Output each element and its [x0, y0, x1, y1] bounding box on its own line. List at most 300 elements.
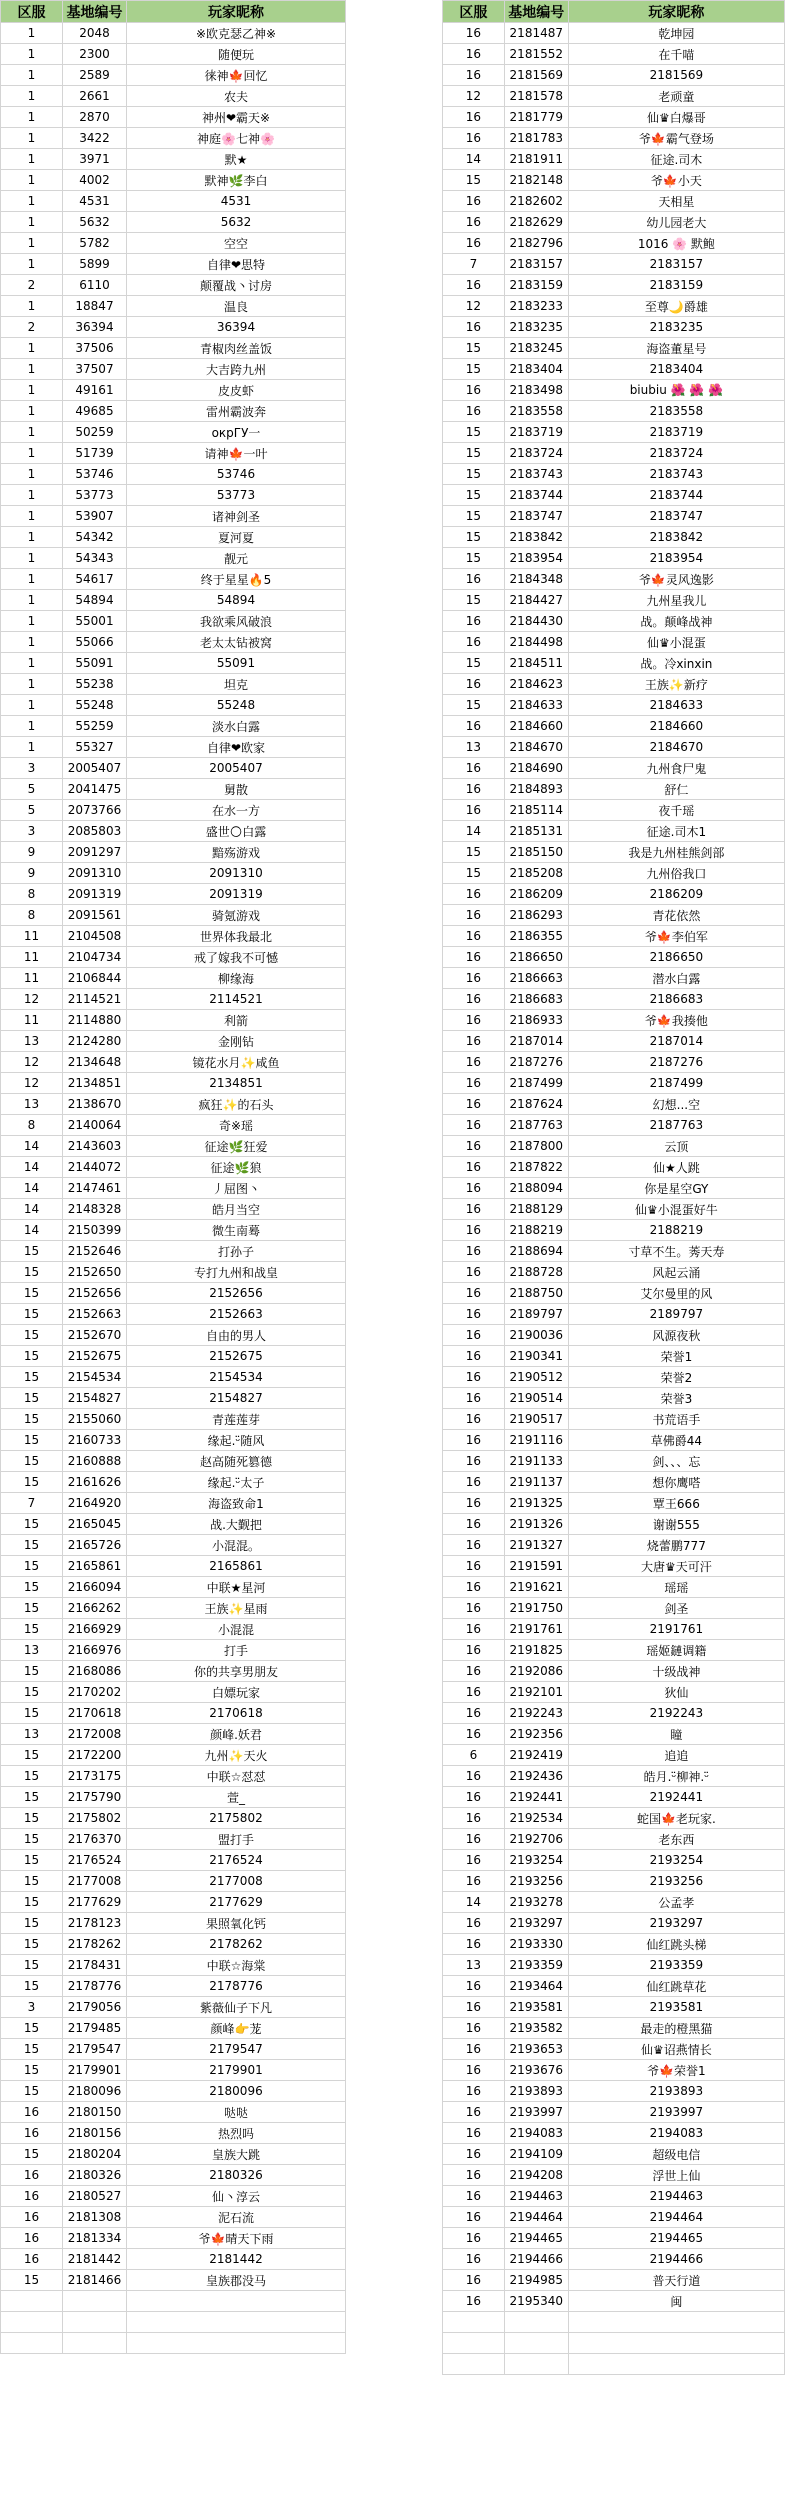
cell-base-id: 2182629 [504, 212, 568, 233]
table-row [1, 863, 346, 884]
cell-base-id: 2187822 [504, 1157, 568, 1178]
table-row [443, 989, 785, 1010]
cell-nickname: 2191761 [568, 1619, 784, 1640]
cell-nickname: 青椒肉丝盖饭 [127, 338, 346, 359]
cell-nickname: 艾尔曼里的风 [568, 1283, 784, 1304]
table-row [443, 590, 785, 611]
table-row [1, 1850, 346, 1871]
cell-server: 1 [1, 527, 63, 548]
cell-nickname: 九州✨天火 [127, 1745, 346, 1766]
cell-server: 11 [1, 1010, 63, 1031]
cell-base-id: 2181308 [63, 2207, 127, 2228]
cell-server: 12 [443, 86, 505, 107]
cell-base-id: 2148328 [63, 1199, 127, 1220]
cell-nickname: 默神🌿李白 [127, 170, 346, 191]
cell-server: 15 [1, 1346, 63, 1367]
table-row [1, 170, 346, 191]
cell-nickname: 在水一方 [127, 800, 346, 821]
cell-server: 1 [1, 149, 63, 170]
empty-cell [127, 2291, 346, 2312]
cell-server: 15 [443, 527, 505, 548]
cell-base-id: 2193464 [504, 1976, 568, 1997]
cell-base-id: 2104508 [63, 926, 127, 947]
cell-base-id: 2183558 [504, 401, 568, 422]
table-row [443, 1913, 785, 1934]
cell-base-id: 2155060 [63, 1409, 127, 1430]
cell-nickname: 自由的男人 [127, 1325, 346, 1346]
cell-nickname: 大吉跨九州 [127, 359, 346, 380]
cell-base-id: 2193278 [504, 1892, 568, 1913]
cell-base-id: 2193359 [504, 1955, 568, 1976]
cell-server: 3 [1, 1997, 63, 2018]
cell-nickname: 2194463 [568, 2186, 784, 2207]
table-row [1, 86, 346, 107]
cell-server: 15 [443, 485, 505, 506]
cell-server: 15 [443, 653, 505, 674]
table-row [1, 380, 346, 401]
cell-nickname: 征途🌿狂爱 [127, 1136, 346, 1157]
cell-server: 15 [443, 464, 505, 485]
cell-nickname: 青莲莲芽 [127, 1409, 346, 1430]
cell-base-id: 55091 [63, 653, 127, 674]
cell-nickname: 2188219 [568, 1220, 784, 1241]
cell-nickname: 大唐♛天可汗 [568, 1556, 784, 1577]
cell-nickname: 2175802 [127, 1808, 346, 1829]
cell-nickname: 想你鹰嗒 [568, 1472, 784, 1493]
cell-server: 15 [1, 1388, 63, 1409]
table-row [1, 1115, 346, 1136]
cell-server: 16 [1, 2165, 63, 2186]
cell-server: 16 [443, 1283, 505, 1304]
cell-nickname: 赵高随死篡德 [127, 1451, 346, 1472]
table-row [1, 1682, 346, 1703]
cell-base-id: 2191621 [504, 1577, 568, 1598]
cell-base-id: 2183245 [504, 338, 568, 359]
cell-nickname: 2152663 [127, 1304, 346, 1325]
table-row [1, 1640, 346, 1661]
header-row [443, 1, 785, 23]
table-row [1, 317, 346, 338]
cell-server: 8 [1, 905, 63, 926]
table-row [443, 611, 785, 632]
table-row [1, 1010, 346, 1031]
cell-nickname: 你是星空GY [568, 1178, 784, 1199]
table-row [1, 2060, 346, 2081]
cell-server: 14 [1, 1220, 63, 1241]
cell-server: 16 [443, 1808, 505, 1829]
cell-nickname: 超级电信 [568, 2144, 784, 2165]
cell-base-id: 3422 [63, 128, 127, 149]
cell-base-id: 2172008 [63, 1724, 127, 1745]
cell-nickname: 寸草不生。莠天寿 [568, 1241, 784, 1262]
table-row [443, 1514, 785, 1535]
table-row [443, 1829, 785, 1850]
cell-base-id: 53746 [63, 464, 127, 485]
table-row [443, 1073, 785, 1094]
cell-base-id: 2188728 [504, 1262, 568, 1283]
cell-nickname: 终于星星🔥5 [127, 569, 346, 590]
cell-nickname: 2180326 [127, 2165, 346, 2186]
cell-base-id: 2170618 [63, 1703, 127, 1724]
cell-server: 15 [1, 1514, 63, 1535]
cell-nickname: 缘起.ᵕ̈太子 [127, 1472, 346, 1493]
cell-base-id: 37506 [63, 338, 127, 359]
cell-nickname: 风源夜秋 [568, 1325, 784, 1346]
cell-server: 15 [1, 1283, 63, 1304]
table-row [443, 422, 785, 443]
cell-nickname: 仙♛诏燕情长 [568, 2039, 784, 2060]
cell-server: 13 [1, 1031, 63, 1052]
cell-nickname: 2176524 [127, 1850, 346, 1871]
cell-server: 8 [1, 884, 63, 905]
table-row [1, 1808, 346, 1829]
cell-nickname: 仙红跳头梯 [568, 1934, 784, 1955]
table-row [1, 443, 346, 464]
cell-base-id: 2182796 [504, 233, 568, 254]
table-row [443, 1220, 785, 1241]
cell-base-id: 2041475 [63, 779, 127, 800]
cell-server: 15 [1, 1367, 63, 1388]
empty-cell [127, 2333, 346, 2354]
table-row [1, 1451, 346, 1472]
cell-server: 16 [443, 212, 505, 233]
table-row [1, 1220, 346, 1241]
cell-server: 16 [443, 1220, 505, 1241]
cell-base-id: 2186933 [504, 1010, 568, 1031]
cell-server: 16 [1, 2207, 63, 2228]
cell-base-id: 2170202 [63, 1682, 127, 1703]
cell-nickname: 我是九州桂熊剑部 [568, 842, 784, 863]
cell-server: 16 [443, 401, 505, 422]
cell-base-id: 2183743 [504, 464, 568, 485]
cell-nickname: 金刚钻 [127, 1031, 346, 1052]
cell-base-id: 2184427 [504, 590, 568, 611]
cell-nickname: 2183719 [568, 422, 784, 443]
table-row [443, 317, 785, 338]
cell-nickname: 4531 [127, 191, 346, 212]
cell-server: 13 [1, 1094, 63, 1115]
cell-server: 15 [443, 359, 505, 380]
cell-server: 16 [443, 2207, 505, 2228]
cell-base-id: 2193893 [504, 2081, 568, 2102]
empty-row [443, 2312, 785, 2333]
cell-base-id: 2193582 [504, 2018, 568, 2039]
cell-server: 16 [443, 1787, 505, 1808]
cell-base-id: 5782 [63, 233, 127, 254]
cell-base-id: 2185131 [504, 821, 568, 842]
table-row [443, 2291, 785, 2312]
table-row [443, 1577, 785, 1598]
cell-server: 6 [443, 1745, 505, 1766]
cell-nickname: 爷🍁晴天下雨 [127, 2228, 346, 2249]
cell-server: 2 [1, 317, 63, 338]
cell-server: 16 [443, 968, 505, 989]
cell-nickname: 2183404 [568, 359, 784, 380]
cell-base-id: 2183954 [504, 548, 568, 569]
cell-base-id: 2186293 [504, 905, 568, 926]
cell-server: 8 [1, 1115, 63, 1136]
cell-nickname: 2170618 [127, 1703, 346, 1724]
cell-server: 12 [443, 296, 505, 317]
cell-nickname: 2181442 [127, 2249, 346, 2270]
table-row [443, 695, 785, 716]
cell-base-id: 54894 [63, 590, 127, 611]
cell-base-id: 2091319 [63, 884, 127, 905]
cell-base-id: 54342 [63, 527, 127, 548]
cell-base-id: 2143603 [63, 1136, 127, 1157]
table-row [443, 800, 785, 821]
cell-base-id: 2194463 [504, 2186, 568, 2207]
cell-nickname: 爷🍁霸气登场 [568, 128, 784, 149]
cell-base-id: 2179547 [63, 2039, 127, 2060]
table-row [443, 1703, 785, 1724]
table-row [1, 1325, 346, 1346]
cell-server: 16 [443, 1934, 505, 1955]
cell-nickname: 瑶瑶 [568, 1577, 784, 1598]
cell-nickname: 九州食尸鬼 [568, 758, 784, 779]
cell-nickname: 自律❤欧家 [127, 737, 346, 758]
cell-base-id: 2190517 [504, 1409, 568, 1430]
table-row [1, 1430, 346, 1451]
cell-server: 16 [443, 1598, 505, 1619]
cell-base-id: 2178123 [63, 1913, 127, 1934]
table-row [443, 842, 785, 863]
cell-nickname: 小混混 [127, 1619, 346, 1640]
cell-base-id: 2154827 [63, 1388, 127, 1409]
cell-base-id: 2176370 [63, 1829, 127, 1850]
cell-nickname: 54894 [127, 590, 346, 611]
table-row [443, 1619, 785, 1640]
cell-server: 16 [443, 2060, 505, 2081]
cell-base-id: 4531 [63, 191, 127, 212]
cell-server: 16 [443, 2249, 505, 2270]
cell-nickname: 瞳 [568, 1724, 784, 1745]
cell-server: 16 [443, 2018, 505, 2039]
cell-nickname: 幼儿园老大 [568, 212, 784, 233]
cell-server: 1 [1, 191, 63, 212]
table-row [443, 1304, 785, 1325]
table-row [1, 23, 346, 44]
table-row [1, 1241, 346, 1262]
cell-base-id: 2124280 [63, 1031, 127, 1052]
cell-server: 16 [1, 2186, 63, 2207]
cell-server: 15 [443, 590, 505, 611]
cell-base-id: 53773 [63, 485, 127, 506]
cell-server: 3 [1, 758, 63, 779]
table-row [443, 191, 785, 212]
table-row [443, 296, 785, 317]
table-row [1, 1052, 346, 1073]
cell-nickname: 自律❤思特 [127, 254, 346, 275]
cell-server: 15 [1, 1577, 63, 1598]
cell-nickname: 公孟孝 [568, 1892, 784, 1913]
table-row [443, 2060, 785, 2081]
header-nickname: 玩家昵称 [568, 1, 784, 23]
cell-nickname: 2179547 [127, 2039, 346, 2060]
cell-nickname: 剑圣 [568, 1598, 784, 1619]
cell-nickname: 我欲乘风破浪 [127, 611, 346, 632]
cell-server: 16 [443, 65, 505, 86]
cell-base-id: 2161626 [63, 1472, 127, 1493]
cell-nickname: 2193254 [568, 1850, 784, 1871]
cell-base-id: 2114880 [63, 1010, 127, 1031]
table-row [1, 1871, 346, 1892]
cell-server: 1 [1, 569, 63, 590]
table-row [443, 107, 785, 128]
cell-nickname: 2183724 [568, 443, 784, 464]
table-row [1, 1913, 346, 1934]
table-row [1, 1283, 346, 1304]
cell-nickname: 征途.司木1 [568, 821, 784, 842]
table-row [1, 107, 346, 128]
cell-nickname: 海盗致命1 [127, 1493, 346, 1514]
cell-nickname: 颜峰👉茏 [127, 2018, 346, 2039]
cell-nickname: 2192441 [568, 1787, 784, 1808]
cell-nickname: 53746 [127, 464, 346, 485]
cell-server: 15 [1, 1556, 63, 1577]
player-table-left [0, 0, 346, 2354]
cell-server: 1 [1, 107, 63, 128]
table-row [443, 926, 785, 947]
cell-base-id: 2192436 [504, 1766, 568, 1787]
cell-base-id: 2193330 [504, 1934, 568, 1955]
table-row [1, 233, 346, 254]
cell-base-id: 55248 [63, 695, 127, 716]
table-row [1, 2123, 346, 2144]
cell-base-id: 2181334 [63, 2228, 127, 2249]
cell-nickname: 2183558 [568, 401, 784, 422]
cell-server: 1 [1, 128, 63, 149]
cell-base-id: 2182602 [504, 191, 568, 212]
cell-server: 16 [443, 1157, 505, 1178]
cell-nickname: 2189797 [568, 1304, 784, 1325]
cell-base-id: 2661 [63, 86, 127, 107]
table-row [443, 359, 785, 380]
cell-server: 16 [443, 632, 505, 653]
table-row [443, 2081, 785, 2102]
table-row [1, 296, 346, 317]
cell-server: 15 [443, 506, 505, 527]
cell-nickname: 老东西 [568, 1829, 784, 1850]
cell-nickname: 世界体我最北 [127, 926, 346, 947]
cell-server: 1 [1, 254, 63, 275]
cell-base-id: 2181552 [504, 44, 568, 65]
header-row [1, 1, 346, 23]
cell-nickname: 2186209 [568, 884, 784, 905]
table-row [443, 1115, 785, 1136]
cell-nickname: 2183235 [568, 317, 784, 338]
cell-base-id: 2180150 [63, 2102, 127, 2123]
cell-base-id: 2165045 [63, 1514, 127, 1535]
cell-server: 7 [443, 254, 505, 275]
table-row [1, 128, 346, 149]
cell-nickname: 盟打手 [127, 1829, 346, 1850]
table-row [443, 1325, 785, 1346]
cell-server: 16 [443, 1640, 505, 1661]
cell-nickname: 2152656 [127, 1283, 346, 1304]
cell-base-id: 2166929 [63, 1619, 127, 1640]
table-row [1, 779, 346, 800]
cell-nickname: 2183744 [568, 485, 784, 506]
cell-nickname: 潜水白露 [568, 968, 784, 989]
table-row [443, 1745, 785, 1766]
empty-cell [1, 2312, 63, 2333]
cell-nickname: 奇※瑶 [127, 1115, 346, 1136]
cell-server: 15 [1, 2060, 63, 2081]
cell-base-id: 2184633 [504, 695, 568, 716]
cell-nickname: 2184633 [568, 695, 784, 716]
cell-server: 11 [1, 926, 63, 947]
cell-nickname: 仙红跳草花 [568, 1976, 784, 1997]
table-row [1, 548, 346, 569]
table-row [1, 653, 346, 674]
cell-server: 15 [443, 170, 505, 191]
cell-server: 16 [443, 1451, 505, 1472]
cell-nickname: 2193581 [568, 1997, 784, 2018]
cell-server: 14 [1, 1136, 63, 1157]
cell-server: 16 [443, 380, 505, 401]
table-row [1, 1493, 346, 1514]
empty-cell [568, 2333, 784, 2354]
cell-server: 16 [443, 2081, 505, 2102]
cell-nickname: 2187276 [568, 1052, 784, 1073]
cell-base-id: 2177629 [63, 1892, 127, 1913]
cell-server: 1 [1, 65, 63, 86]
table-row [443, 212, 785, 233]
cell-nickname: 2194466 [568, 2249, 784, 2270]
cell-nickname: 白嫖玩家 [127, 1682, 346, 1703]
cell-nickname: 2184660 [568, 716, 784, 737]
cell-server: 12 [1, 1073, 63, 1094]
table-row [443, 485, 785, 506]
cell-base-id: 2183842 [504, 527, 568, 548]
cell-server: 16 [443, 926, 505, 947]
table-row [1, 1304, 346, 1325]
cell-nickname: 55091 [127, 653, 346, 674]
table-row [443, 1724, 785, 1745]
cell-nickname: biubiu 🌺 🌺 🌺 [568, 380, 784, 401]
cell-nickname: 舒仁 [568, 779, 784, 800]
table-row [1, 695, 346, 716]
cell-base-id: 2180527 [63, 2186, 127, 2207]
cell-server: 15 [1, 1871, 63, 1892]
cell-server: 16 [443, 2291, 505, 2312]
table-row [1, 2207, 346, 2228]
table-row [443, 1598, 785, 1619]
cell-base-id: 2183747 [504, 506, 568, 527]
table-row [1, 1703, 346, 1724]
cell-base-id: 2187014 [504, 1031, 568, 1052]
cell-nickname: 普天行道 [568, 2270, 784, 2291]
cell-nickname: 荣誉3 [568, 1388, 784, 1409]
table-row [443, 1472, 785, 1493]
table-row [1, 842, 346, 863]
cell-nickname: 中联★星河 [127, 1577, 346, 1598]
cell-server: 1 [1, 464, 63, 485]
table-row [1, 632, 346, 653]
cell-base-id: 2192356 [504, 1724, 568, 1745]
cell-nickname: 5632 [127, 212, 346, 233]
table-row [1, 800, 346, 821]
cell-base-id: 2183719 [504, 422, 568, 443]
cell-base-id: 2180096 [63, 2081, 127, 2102]
cell-nickname: 征途🌿狼 [127, 1157, 346, 1178]
table-row [443, 2123, 785, 2144]
cell-server: 15 [443, 863, 505, 884]
cell-base-id: 2152646 [63, 1241, 127, 1262]
table-row [1, 2081, 346, 2102]
cell-base-id: 2194208 [504, 2165, 568, 2186]
